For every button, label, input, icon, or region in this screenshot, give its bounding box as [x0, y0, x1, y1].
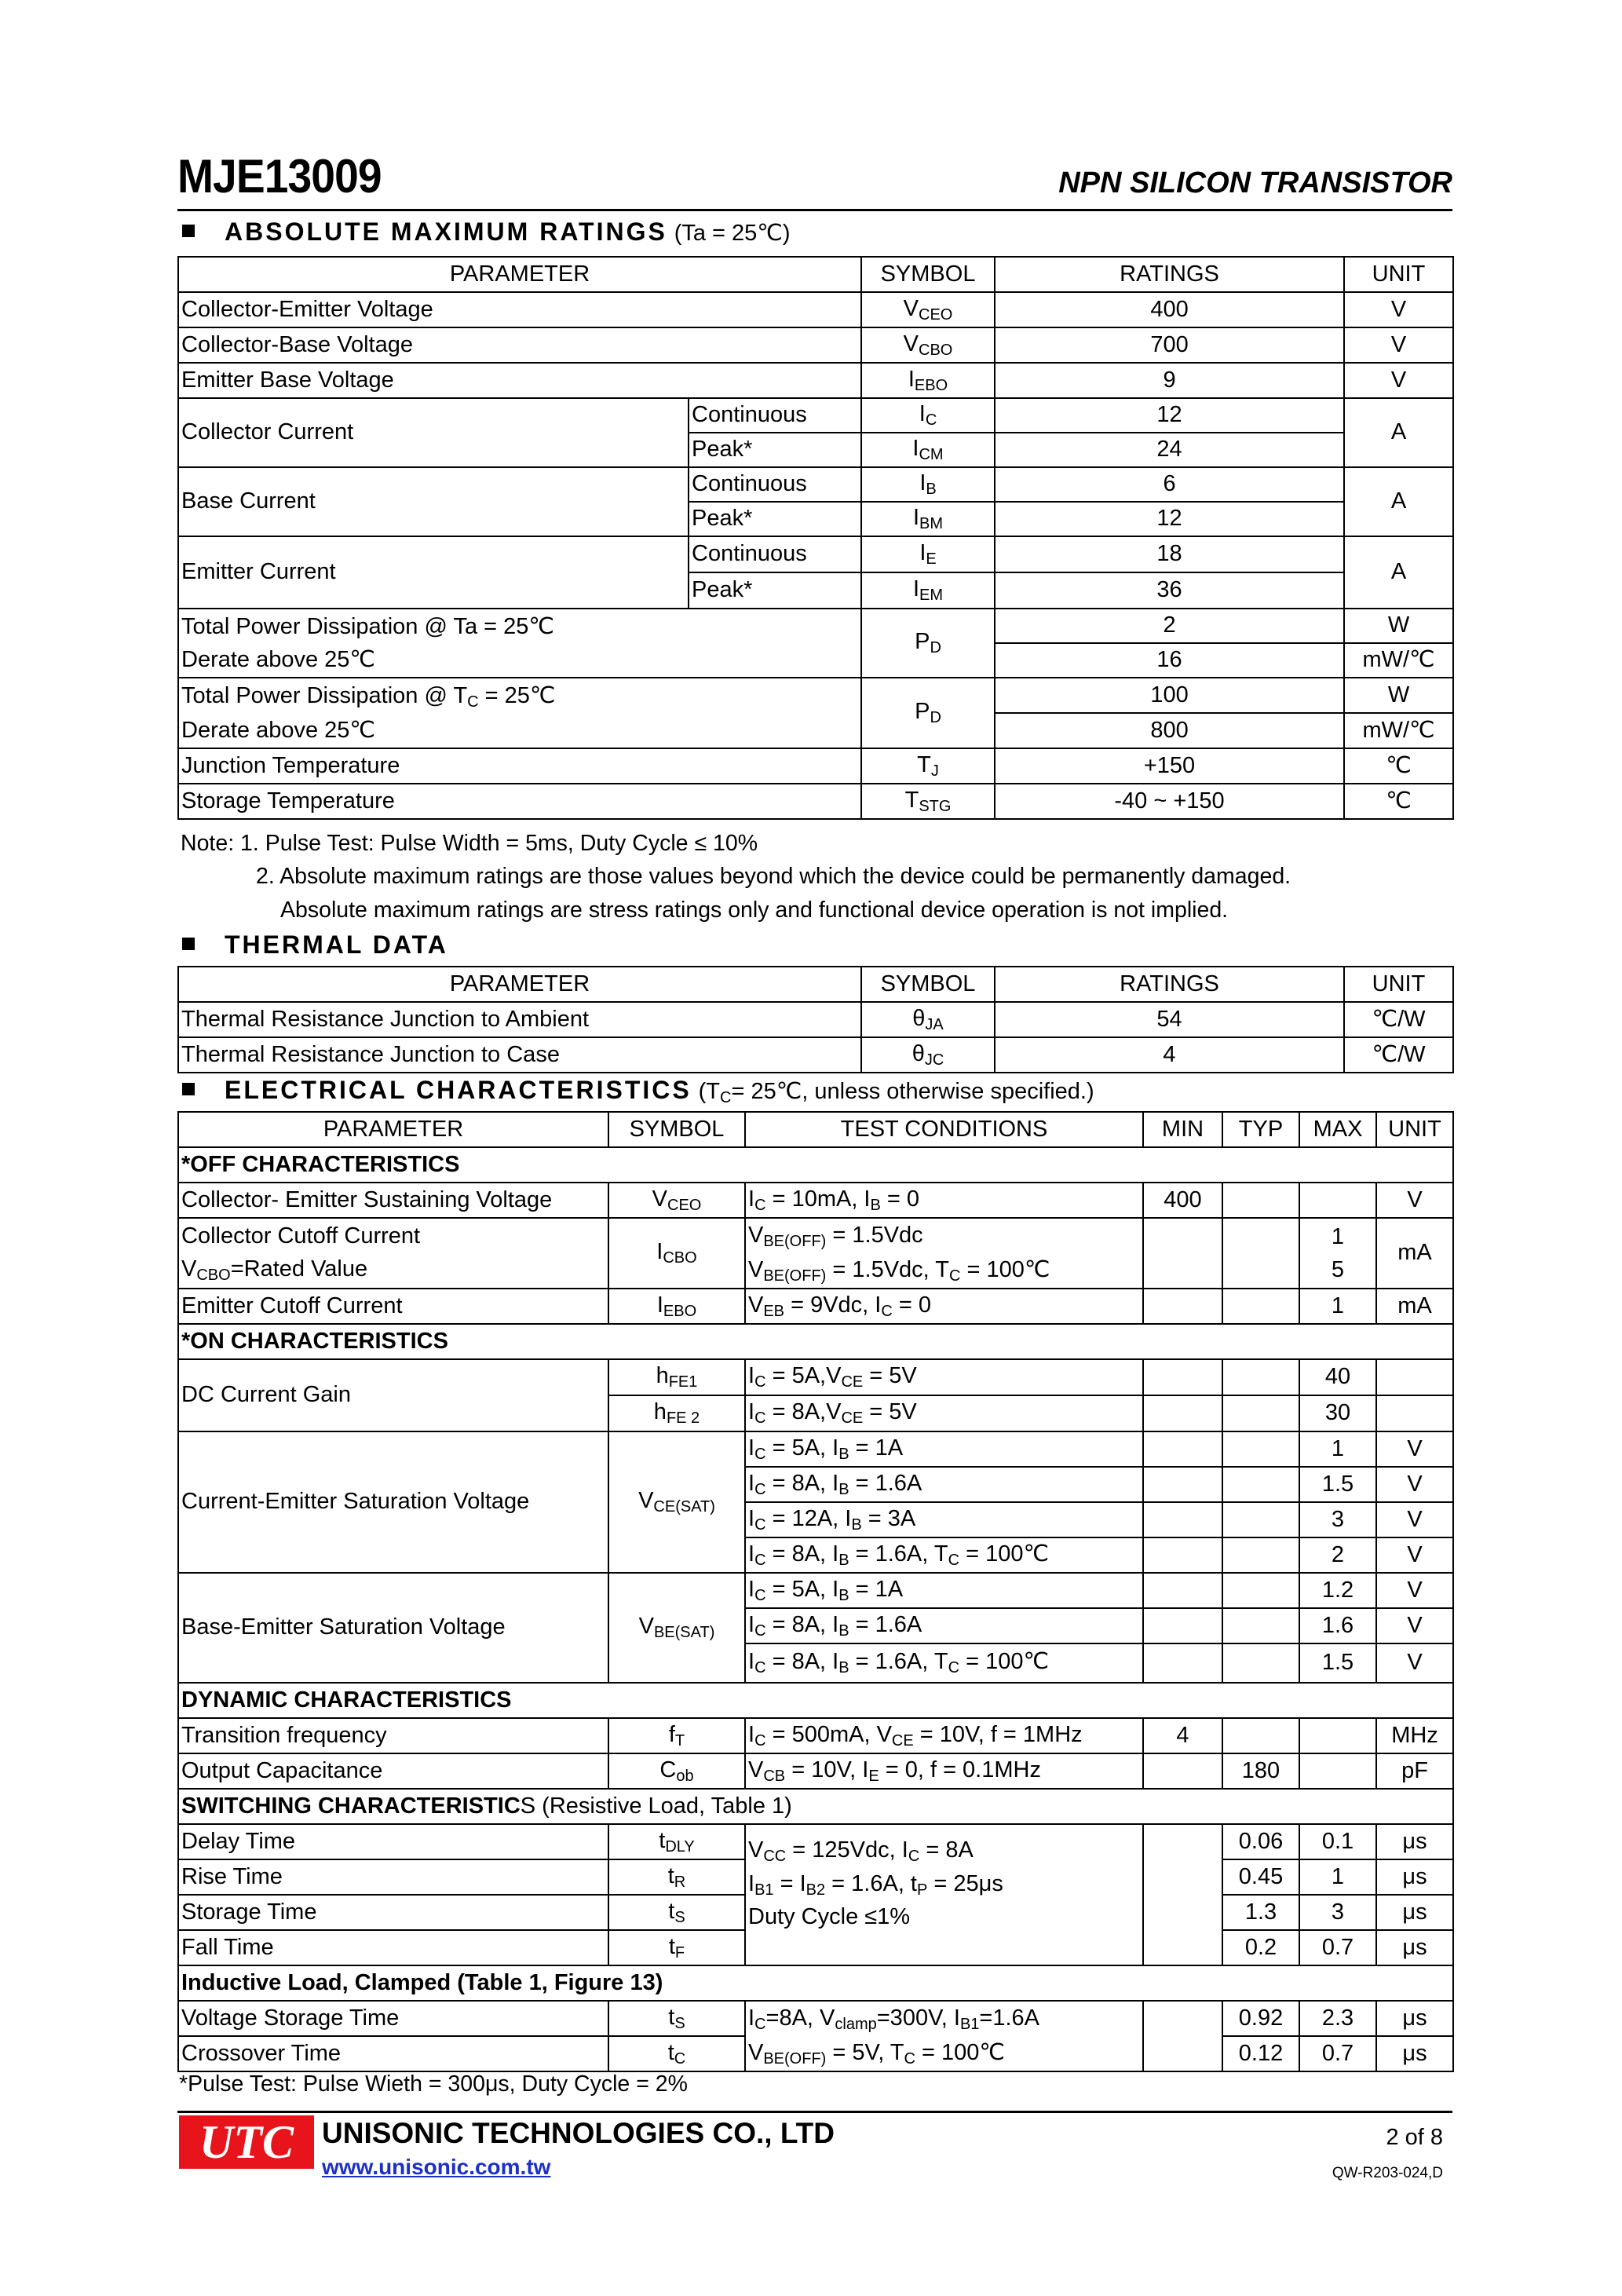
- condition-cell: Peak*: [689, 572, 861, 609]
- rating-cell: 4: [995, 1037, 1344, 1073]
- table-row: [178, 536, 1453, 572]
- unit-cell: μs: [1376, 1895, 1453, 1930]
- section-condition: ($T_C=$ 25℃, unless otherwise specified.): [698, 1079, 1094, 1106]
- symbol-cell: $V_{CBO}$: [861, 327, 995, 363]
- table-header-row: [178, 1112, 1453, 1147]
- typ-cell: [1222, 1218, 1299, 1289]
- table-row: [178, 1359, 1453, 1395]
- device-type: NPN SILICON TRANSISTOR: [1058, 166, 1452, 199]
- symbol-cell: $V_{CEO}$: [861, 292, 995, 327]
- abs-note-3: Absolute maximum ratings are stress ratings only and functional device operation is not implied.: [280, 898, 1229, 923]
- symbol-cell: $t_F$: [608, 1930, 745, 1965]
- symbol-cell: $P_D$: [861, 678, 995, 748]
- rating-cell: 12: [995, 502, 1344, 536]
- typ-cell: 180: [1222, 1753, 1299, 1789]
- abs-max-table: [177, 256, 1454, 820]
- elec-table: [177, 1111, 1454, 2072]
- section-title: THERMAL DATA: [225, 930, 448, 959]
- symbol-cell: $t_S$: [608, 2001, 745, 2036]
- header-cell: RATINGS: [995, 257, 1344, 292]
- min-cell: [1143, 1537, 1222, 1573]
- symbol-cell: $I_B$: [861, 467, 995, 502]
- typ-cell: [1222, 1608, 1299, 1643]
- condition-cell: Continuous: [689, 467, 861, 502]
- rating-cell: 16: [995, 643, 1344, 678]
- group-row: [178, 1965, 1453, 2001]
- param-cell: Collector-Emitter Voltage: [178, 292, 861, 327]
- symbol-cell: $T_{STG}$: [861, 784, 995, 819]
- max-cell: 1: [1299, 1289, 1376, 1324]
- min-cell: 4: [1143, 1718, 1222, 1753]
- table-row: [178, 1718, 1453, 1753]
- header-cell: UNIT: [1344, 257, 1453, 292]
- test-cell: $I_C = 8A$, $I_B = 1.6A$, $T_C$ = 100℃: [745, 1643, 1143, 1683]
- part-number: MJE13009: [177, 150, 382, 203]
- typ-cell: 0.12: [1222, 2036, 1299, 2071]
- test-cell: $I_C = 8A$, $I_B = 1.6A$, $T_C$ = 100℃: [745, 1537, 1143, 1573]
- max-cell: 0.7: [1299, 2036, 1376, 2071]
- rating-cell: 12: [995, 398, 1344, 433]
- condition-cell: Continuous: [689, 536, 861, 572]
- test-cell: $I_C = 5A,V_{CE} = 5V$: [745, 1359, 1143, 1395]
- unit-cell: V: [1376, 1643, 1453, 1683]
- unit-cell: V: [1376, 1608, 1453, 1643]
- symbol-cell: $t_{DLY}$: [608, 1824, 745, 1859]
- symbol-cell: $I_{EBO}$: [608, 1289, 745, 1324]
- param-cell: Storage Temperature: [178, 784, 861, 819]
- table-row: [178, 1218, 1453, 1289]
- unit-cell: mA: [1376, 1218, 1453, 1289]
- unit-cell: ℃/W: [1344, 1002, 1453, 1037]
- table-row: [178, 1824, 1453, 1859]
- symbol-cell: $f_T$: [608, 1718, 745, 1753]
- param-cell: Crossover Time: [178, 2036, 608, 2071]
- thermal-table: [177, 966, 1454, 1073]
- table-row: [178, 1002, 1453, 1037]
- rating-cell: 18: [995, 536, 1344, 572]
- param-cell: DC Current Gain: [178, 1359, 608, 1431]
- min-cell: [1143, 2001, 1222, 2071]
- table-row: [178, 398, 1453, 433]
- param-cell: Rise Time: [178, 1859, 608, 1895]
- param-cell: Delay Time: [178, 1824, 608, 1859]
- max-cell: 2.3: [1299, 2001, 1376, 2036]
- table-row: [178, 748, 1453, 784]
- test-cell: $I_C = 5A$, $I_B = 1A$: [745, 1431, 1143, 1467]
- rating-cell: 800: [995, 713, 1344, 748]
- header-cell: TYP: [1222, 1112, 1299, 1147]
- param-cell: Storage Time: [178, 1895, 608, 1930]
- param-cell: Collector- Emitter Sustaining Voltage: [178, 1183, 608, 1218]
- table-row: [178, 2001, 1453, 2036]
- unit-cell: V: [1376, 1467, 1453, 1502]
- symbol-cell: $I_{EM}$: [861, 572, 995, 609]
- header-cell: UNIT: [1376, 1112, 1453, 1147]
- max-cell: [1299, 1753, 1376, 1789]
- header-cell: SYMBOL: [861, 257, 995, 292]
- header-cell: TEST CONDITIONS: [745, 1112, 1143, 1147]
- unit-cell: [1376, 1359, 1453, 1395]
- unit-cell: A: [1344, 536, 1453, 609]
- unit-cell: V: [1376, 1537, 1453, 1573]
- unit-cell: μs: [1376, 2036, 1453, 2071]
- table-row: [178, 1753, 1453, 1789]
- min-cell: [1143, 1359, 1222, 1395]
- param-cell: Current-Emitter Saturation Voltage: [178, 1431, 608, 1573]
- min-cell: [1143, 1573, 1222, 1608]
- company-name: UNISONIC TECHNOLOGIES CO., LTD: [322, 2117, 835, 2149]
- group-row: [178, 1789, 1453, 1824]
- symbol-cell: $t_S$: [608, 1895, 745, 1930]
- test-cell: $V_{BE(OFF)} = 1.5Vdc$ $V_{BE(OFF)} = 1.5Vdc$, $T_C$ = 100℃: [745, 1218, 1143, 1289]
- typ-cell: [1222, 1183, 1299, 1218]
- table-row: [178, 292, 1453, 327]
- max-cell: [1299, 1183, 1376, 1218]
- symbol-cell: $\theta_{JC}$: [861, 1037, 995, 1073]
- max-cell: 1: [1299, 1859, 1376, 1895]
- min-cell: [1143, 1289, 1222, 1324]
- header-cell: MIN: [1143, 1112, 1222, 1147]
- section-title: ELECTRICAL CHARACTERISTICS: [225, 1076, 692, 1104]
- unit-cell: A: [1344, 467, 1453, 536]
- unit-cell: mW/℃: [1344, 643, 1453, 678]
- symbol-cell: $P_D$: [861, 609, 995, 678]
- test-cell: $V_{CC} = 125Vdc$, $I_C = 8A$ $I_{B1} = I_{B2} = 1.6A$, $t_P = 25\mu s$ Duty Cycle ≤1%: [745, 1824, 1143, 1965]
- rating-cell: -40 ~ +150: [995, 784, 1344, 819]
- group-label: *ON CHARACTERISTICS: [178, 1324, 1453, 1359]
- unit-cell: V: [1376, 1431, 1453, 1467]
- test-cell: $V_{CB} = 10V$, $I_E = 0$, f = 0.1MHz: [745, 1753, 1143, 1789]
- param-cell: Emitter Cutoff Current: [178, 1289, 608, 1324]
- test-cell: $I_C=8A$, $V_{clamp}=300V$, $I_{B1}=1.6A$ $V_{BE(OFF)} = 5V$, $T_C$ = 100℃: [745, 2001, 1143, 2071]
- max-cell: 1.6: [1299, 1608, 1376, 1643]
- header-cell: PARAMETER: [178, 1112, 608, 1147]
- param-cell: Emitter Base Voltage: [178, 363, 861, 398]
- typ-cell: 0.2: [1222, 1930, 1299, 1965]
- section-condition: (Ta = 25℃): [674, 221, 791, 246]
- group-label: DYNAMIC CHARACTERISTICS: [178, 1683, 1453, 1718]
- typ-cell: [1222, 1431, 1299, 1467]
- group-row: [178, 1683, 1453, 1718]
- document-number: QW-R203-024,D: [1332, 2165, 1443, 2181]
- group-label: Inductive Load, Clamped (Table 1, Figure 13): [178, 1965, 1453, 2001]
- test-cell: $I_C = 500mA$, $V_{CE} = 10V$, f = 1MHz: [745, 1718, 1143, 1753]
- elec-heading: [182, 1076, 1094, 1107]
- param-cell: Transition frequency: [178, 1718, 608, 1753]
- max-cell: 3: [1299, 1502, 1376, 1537]
- unit-cell: μs: [1376, 1859, 1453, 1895]
- rating-cell: 9: [995, 363, 1344, 398]
- rating-cell: 6: [995, 467, 1344, 502]
- table-row: [178, 327, 1453, 363]
- section-title: ABSOLUTE MAXIMUM RATINGS: [225, 218, 667, 246]
- min-cell: [1143, 1431, 1222, 1467]
- test-cell: $I_C = 8A,V_{CE} = 5V$: [745, 1395, 1143, 1431]
- symbol-cell: $I_E$: [861, 536, 995, 572]
- param-cell: Fall Time: [178, 1930, 608, 1965]
- min-cell: [1143, 1824, 1222, 1965]
- table-row: [178, 363, 1453, 398]
- page-number: 2 of 8: [1386, 2125, 1443, 2150]
- table-row: [178, 678, 1453, 713]
- utc-logo: UTC: [179, 2115, 314, 2169]
- unit-cell: V: [1344, 292, 1453, 327]
- symbol-cell: $I_{EBO}$: [861, 363, 995, 398]
- max-cell: 1.5: [1299, 1467, 1376, 1502]
- header-cell: SYMBOL: [608, 1112, 745, 1147]
- symbol-cell: $h_{FE1}$: [608, 1359, 745, 1395]
- symbol-cell: $\theta_{JA}$: [861, 1002, 995, 1037]
- table-row: [178, 1431, 1453, 1467]
- typ-cell: [1222, 1395, 1299, 1431]
- max-cell: 2: [1299, 1537, 1376, 1573]
- rating-cell: 24: [995, 433, 1344, 467]
- param-cell: Total Power Dissipation @ $T_C$ = 25℃ Derate above 25℃: [178, 678, 861, 748]
- max-cell: 1.5: [1299, 1643, 1376, 1683]
- condition-cell: Continuous: [689, 398, 861, 433]
- group-label: SWITCHING CHARACTERISTICS (Resistive Load, Table 1): [178, 1789, 1453, 1824]
- website-link[interactable]: www.unisonic.com.tw: [322, 2155, 551, 2179]
- test-cell: $I_C = 12A$, $I_B = 3A$: [745, 1502, 1143, 1537]
- param-cell: Collector Current: [178, 398, 689, 467]
- group-row: [178, 1147, 1453, 1183]
- group-row: [178, 1324, 1453, 1359]
- symbol-cell: $V_{CE(SAT)}$: [608, 1431, 745, 1573]
- symbol-cell: $T_J$: [861, 748, 995, 784]
- test-cell: $I_C = 8A$, $I_B = 1.6A$: [745, 1467, 1143, 1502]
- min-cell: [1143, 1608, 1222, 1643]
- max-cell: 0.7: [1299, 1930, 1376, 1965]
- test-cell: $I_C = 8A$, $I_B = 1.6A$: [745, 1608, 1143, 1643]
- param-cell: Voltage Storage Time: [178, 2001, 608, 2036]
- unit-cell: mA: [1376, 1289, 1453, 1324]
- symbol-cell: $I_{CBO}$: [608, 1218, 745, 1289]
- typ-cell: 0.06: [1222, 1824, 1299, 1859]
- typ-cell: [1222, 1502, 1299, 1537]
- table-row: [178, 1183, 1453, 1218]
- typ-cell: [1222, 1359, 1299, 1395]
- table-row: [178, 1573, 1453, 1608]
- thermal-heading: [182, 930, 448, 960]
- param-cell: Thermal Resistance Junction to Case: [178, 1037, 861, 1073]
- param-cell: Collector Cutoff Current $V_{CBO}=Rated$ Value: [178, 1218, 608, 1289]
- min-cell: [1143, 1643, 1222, 1683]
- header-cell: PARAMETER: [178, 257, 861, 292]
- typ-cell: 1.3: [1222, 1895, 1299, 1930]
- test-cell: $V_{EB} = 9Vdc$, $I_C = 0$: [745, 1289, 1143, 1324]
- min-cell: [1143, 1502, 1222, 1537]
- max-cell: 30: [1299, 1395, 1376, 1431]
- unit-cell: μs: [1376, 2001, 1453, 2036]
- typ-cell: 0.45: [1222, 1859, 1299, 1895]
- table-row: [178, 609, 1453, 643]
- rating-cell: 36: [995, 572, 1344, 609]
- min-cell: [1143, 1395, 1222, 1431]
- bullet-square-icon: [182, 1083, 195, 1095]
- page-header: [177, 149, 1452, 212]
- pulse-test-note: *Pulse Test: Pulse Wieth = 300μs, Duty Cycle = 2%: [179, 2071, 688, 2097]
- min-cell: [1143, 1218, 1222, 1289]
- unit-cell: V: [1376, 1183, 1453, 1218]
- max-cell: 3: [1299, 1895, 1376, 1930]
- symbol-cell: $h_{FE 2}$: [608, 1395, 745, 1431]
- condition-cell: Peak*: [689, 502, 861, 536]
- rating-cell: 400: [995, 292, 1344, 327]
- symbol-cell: $t_C$: [608, 2036, 745, 2071]
- param-cell: Emitter Current: [178, 536, 689, 609]
- group-label: *OFF CHARACTERISTICS: [178, 1147, 1453, 1183]
- table-header-row: [178, 967, 1453, 1002]
- unit-cell: W: [1344, 609, 1453, 643]
- unit-cell: ℃: [1344, 748, 1453, 784]
- typ-cell: [1222, 1573, 1299, 1608]
- symbol-cell: $I_{BM}$: [861, 502, 995, 536]
- typ-cell: [1222, 1643, 1299, 1683]
- abs-note-1: Note: 1. Pulse Test: Pulse Width = 5ms, Duty Cycle ≤ 10%: [181, 831, 758, 856]
- header-cell: UNIT: [1344, 967, 1453, 1002]
- max-cell: 40: [1299, 1359, 1376, 1395]
- symbol-cell: $I_C$: [861, 398, 995, 433]
- bullet-square-icon: [182, 938, 195, 950]
- unit-cell: V: [1376, 1573, 1453, 1608]
- symbol-cell: $V_{BE(SAT)}$: [608, 1573, 745, 1683]
- param-cell: Collector-Base Voltage: [178, 327, 861, 363]
- param-cell: Total Power Dissipation @ Ta = 25℃ Derate above 25℃: [178, 609, 861, 678]
- symbol-cell: $I_{CM}$: [861, 433, 995, 467]
- unit-cell: [1376, 1395, 1453, 1431]
- rating-cell: 700: [995, 327, 1344, 363]
- test-cell: $I_C = 10mA$, $I_B = 0$: [745, 1183, 1143, 1218]
- table-row: [178, 467, 1453, 502]
- symbol-cell: $t_R$: [608, 1859, 745, 1895]
- unit-cell: mW/℃: [1344, 713, 1453, 748]
- unit-cell: pF: [1376, 1753, 1453, 1789]
- unit-cell: A: [1344, 398, 1453, 467]
- min-cell: [1143, 1753, 1222, 1789]
- max-cell: 1 5: [1299, 1218, 1376, 1289]
- unit-cell: V: [1376, 1502, 1453, 1537]
- footer-rule: [177, 2111, 1452, 2113]
- param-cell: Output Capacitance: [178, 1753, 608, 1789]
- typ-cell: [1222, 1289, 1299, 1324]
- unit-cell: ℃: [1344, 784, 1453, 819]
- unit-cell: ℃/W: [1344, 1037, 1453, 1073]
- rating-cell: +150: [995, 748, 1344, 784]
- unit-cell: W: [1344, 678, 1453, 713]
- param-cell: Junction Temperature: [178, 748, 861, 784]
- header-cell: SYMBOL: [861, 967, 995, 1002]
- symbol-cell: $C_{ob}$: [608, 1753, 745, 1789]
- rating-cell: 54: [995, 1002, 1344, 1037]
- unit-cell: V: [1344, 363, 1453, 398]
- header-cell: PARAMETER: [178, 967, 861, 1002]
- unit-cell: V: [1344, 327, 1453, 363]
- typ-cell: [1222, 1467, 1299, 1502]
- table-row: [178, 784, 1453, 819]
- param-cell: Base Current: [178, 467, 689, 536]
- rating-cell: 100: [995, 678, 1344, 713]
- max-cell: 1.2: [1299, 1573, 1376, 1608]
- unit-cell: MHz: [1376, 1718, 1453, 1753]
- header-rule: [177, 209, 1452, 211]
- max-cell: 0.1: [1299, 1824, 1376, 1859]
- test-cell: $I_C = 5A$, $I_B = 1A$: [745, 1573, 1143, 1608]
- condition-cell: Peak*: [689, 433, 861, 467]
- abs-max-heading: [182, 218, 791, 247]
- max-cell: [1299, 1718, 1376, 1753]
- min-cell: 400: [1143, 1183, 1222, 1218]
- typ-cell: [1222, 1718, 1299, 1753]
- bullet-square-icon: [182, 225, 195, 237]
- typ-cell: 0.92: [1222, 2001, 1299, 2036]
- param-cell: Thermal Resistance Junction to Ambient: [178, 1002, 861, 1037]
- abs-note-2: 2. Absolute maximum ratings are those values beyond which the device could be permanently damaged.: [256, 864, 1291, 889]
- unit-cell: μs: [1376, 1824, 1453, 1859]
- typ-cell: [1222, 1537, 1299, 1573]
- max-cell: 1: [1299, 1431, 1376, 1467]
- table-row: [178, 1037, 1453, 1073]
- table-row: [178, 1289, 1453, 1324]
- table-header-row: [178, 257, 1453, 292]
- param-cell: Base-Emitter Saturation Voltage: [178, 1573, 608, 1683]
- header-cell: RATINGS: [995, 967, 1344, 1002]
- header-cell: MAX: [1299, 1112, 1376, 1147]
- unit-cell: μs: [1376, 1930, 1453, 1965]
- rating-cell: 2: [995, 609, 1344, 643]
- symbol-cell: $V_{CEO}$: [608, 1183, 745, 1218]
- min-cell: [1143, 1467, 1222, 1502]
